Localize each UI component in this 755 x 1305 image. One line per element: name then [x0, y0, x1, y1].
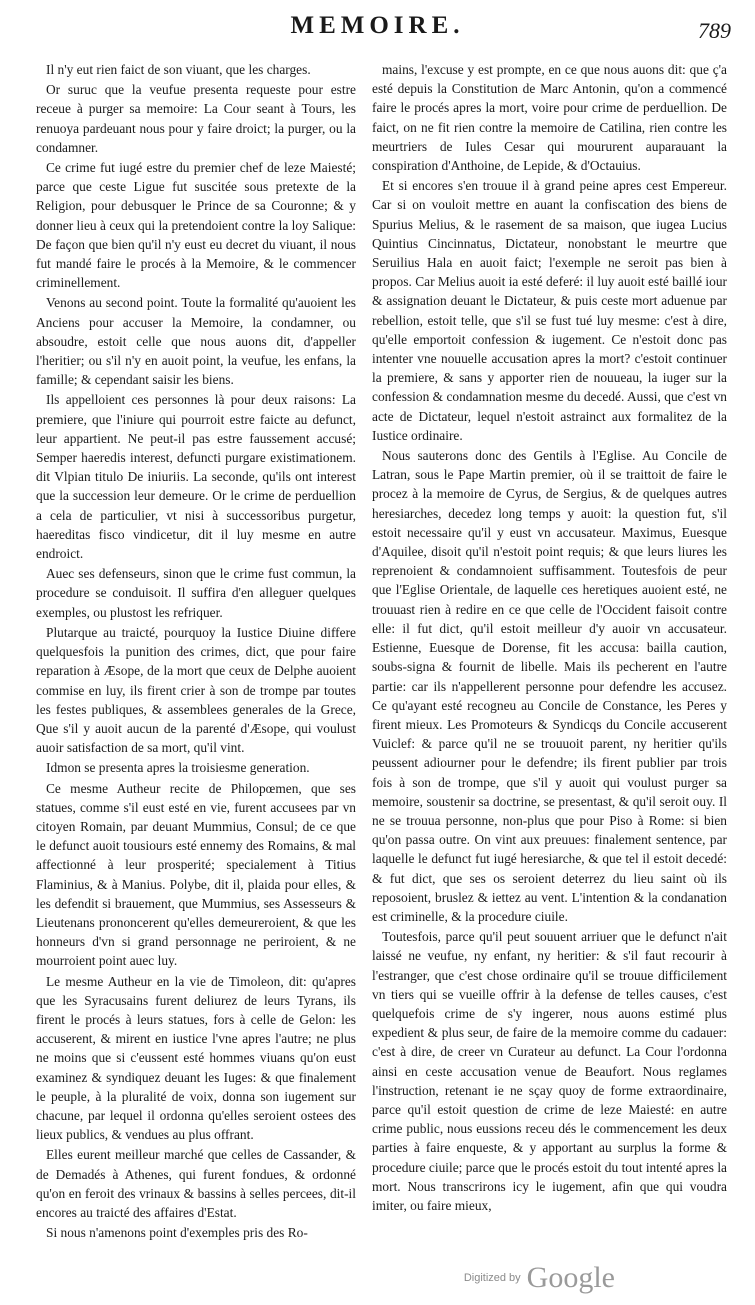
digitized-watermark	[464, 1258, 615, 1298]
paragraph: Idmon se presenta apres la troisiesme generation.	[46, 760, 310, 776]
paragraph: mains, l'excuse y est prompte, en ce que nous auons dit: que ç'a esté depuis la Constitution de Marc Antonin, qu'on a commencé faire le procés apres la mort, voire pour crime de perduellion. De faict, on ne fit rien contre la memoire de Catilina, rien contre les meurtriers de Iules Cesar qui moururent auparauant la conspiration d'Anthoine, de Lepide, & d'Octauius.	[372, 62, 727, 174]
paragraph: Si nous n'amenons point d'exemples pris des Ro-	[46, 1225, 308, 1241]
paragraph: Et si encores s'en trouue il à grand peine apres cest Empereur. Car si on vouloit mettre en auant la confiscation des biens de Spurius Melius, & le rasement de sa maison, que iugea Lucius Quintius Cincinnatus, Dictateur, nonobstant le meurtre que Seruilius Hala en auoit faict; l'exemple ne seroit pas bien à propos. Car Melius auoit ia esté deferé: il luy auoit esté baillé iour & assignation deuant le Dictateur, & puis ceste mort aduenue par rebellion, estoit telle, que s'il se fust tué luy mesme: c'est à dire, qu'elle emportoit confession & iugement. Ce n'estoit donc pas intenter vne nouuelle accusation apres la mort? c'estoit continuer la premiere, & sans y apporter rien de nouueau, la iuger sur la confession & condamnation mesme du decedé. Aussi, que c'est vn acte de Dictateur, lequel n'estoit astrainct aux formalitez de la Iustice ordinaire.	[372, 178, 727, 443]
paragraph: Ce mesme Autheur recite de Philopœmen, que ses statues, comme s'il eust esté en vie, furent accusees par vn citoyen Romain, par deuant Mummius, Consul; de ce que le defunct auoit tousiours esté ennemy des Romains, & mal affectionné à leur prosperité; specialement à Titius Flaminius, & à Manius. Polybe, dit il, plaida pour elles, & les defendit si brauement, que Mummius, ses Assesseurs & Lieutenans prononcerent qu'elles demeureroient, & que les honneurs d'vn si grand personnage ne periroient, & ne mourroient point auec luy.	[36, 780, 356, 969]
running-title: MEMOIRE.	[290, 12, 465, 39]
paragraph: Venons au second point. Toute la formalité qu'auoient les Anciens pour accuser la Memoire, la condamner, ou absoudre, estoit celle que nous auons dit, d'appeller l'heritier; ou s'il n'y en auoit point, la veufue, les enfans, la famille; & cependant saisir les biens.	[36, 295, 356, 388]
paragraph: Auec ses defenseurs, sinon que le crime fust commun, la procedure se conduisoit. Il suffira d'en alleguer quelques exemples, ou plustost les refriquer.	[36, 566, 356, 620]
paragraph: Il n'y eut rien faict de son viuant, que les charges.	[46, 62, 311, 77]
paragraph: Or suruc que la veufue presenta requeste pour estre receue à purger sa memoire: La Cour seant à Tours, les renuoya pardeuant nous pour y faire droict; la purger, ou la condamner.	[36, 82, 356, 155]
paragraph: Toutesfois, parce qu'il peut souuent arriuer que le defunct n'ait laissé ne veufue, ny enfant, ny heritier: & s'il faut recourir à l'estranger, que c'est chose ordinaire qu'il se trouue difficilement vn tiers qui se vueille offrir à la defense de telles causes, c'est quelquefois crime de s'y ingerer, nous auons estimé plus expedient & plus seur, de faire de la memoire comme du cadauer: c'est à dire, de creer vn Curateur au defunct. La Cour l'ordonna ainsi en ceste accusation venue de Beaufort. Nous reglames l'instruction, retenant ie ne sçay quoy de forme extraordinaire, parce qu'il estoit question de crime de leze Maiesté: en autre crime public, nous eussions receu dés le commencement les deux parties à faire enqueste, & y apportant au surplus la forme & procedure ciuile; parce que le procés estoit du tout intenté apres la mort. Nous transcrirons icy le iugement, afin que qui voudra imiter, ou faire mieux,	[372, 929, 727, 1213]
right-column	[372, 60, 727, 1305]
paragraph: Le mesme Autheur en la vie de Timoleon, dit: qu'apres que les Syracusains furent deliurez de leurs Tyrans, ils firent le procés à leurs statues, fors à celle de Gelon: les accuserent, & mirent en iustice l'vne apres l'autre; ne plus ne moins que si c'eussent esté hommes viuans qu'on eust examinez & syndiquez deuant les Iuges: & que finalement le peuple, à la pluralité de voix, donna son iugement sur chacune, par lequel il ordonna qu'elles seroient ostees des lieux publics, & vendues au plus offrant.	[36, 973, 356, 1143]
paragraph: Ils appelloient ces personnes là pour deux raisons: La premiere, que l'iniure qui pourroit estre faicte au defunct, leur appartient. Ne peut-il pas estre faussement accusé; Semper haeredis interest, defuncti purgare existimationem. dit Vlpian titulo De iniuriis. La seconde, qu'ils ont interest que la succession leur demeure. Or le crime de perduellion a cela de particulier, vt nisi à successoribus purgetur, haereditas fisco vindicetur, dit il luy mesme en autre endroict.	[36, 392, 356, 562]
paragraph: Elles eurent meilleur marché que celles de Cassander, & de Demadés à Athenes, qui furent fondues, & ordonné qu'on en feroit des vrinaux & bassins à selles percees, dit-il encores au traicté des affaires d'Estat.	[36, 1147, 356, 1220]
google-logo: Google	[526, 1261, 615, 1294]
paragraph: Nous sauterons donc des Gentils à l'Eglise. Au Concile de Latran, sous le Pape Martin premier, où il se traittoit de faire le procez à la memoire de Cyrus, de Sergius, & de quelques autres heresiarches, decedez long temps y auoit: la question fut, s'il estoit necessaire qu'il y eust vn accusateur. Maximus, Euesque d'Aquilee, disoit qu'il n'estoit point requis; & que leurs liures les reprenoient & condamnoient suffisamment. Toutesfois de peur que l'Eglise Orientale, de laquelle ces heretiques auoient esté, ne trouuast rien à redire en ce que celle de l'Occident faisoit contre elle: il fut dict, qu'il estoit meilleur d'y auoir vn accusateur. Estienne, Euesque de Dorense, fit les accusa: bailla caution, soubs-signa & fournit de libelle. Mais ils pecherent en l'autre partie: car ils n'appellerent personne pour defendre les accusez. Ce qu'ayant esté recogneu au Concile de Constance, les Peres y firent mieux. Les Promoteurs & Syndicqs du Concile accuserent Vuiclef: & parce qu'il ne se trouuoit parent, ny heritier qu'ils peussent adiourner pour le defendre; ils firent publier par trois fois à son de trompe, que s'il y auoit qui voulust purger sa memoire, soustenir sa doctrine, se presentast, & qu'il seroit ouy. Il ne se trouua personne, non-plus que pour Piso à Rome: si bien qu'on passa outre. On vint aux preuues: finalement sentence, par laquelle le defunct fut iugé heresiarche, & que tel il estoit decedé: & fut dict, que ses os seroient deterrez du lieu saint où ils reposoient, bruslez & iettez au vent. L'intention & la condanation est criminelle, & la procedure ciuile.	[372, 448, 727, 924]
paragraph: Ce crime fut iugé estre du premier chef de leze Maiesté; parce que ceste Ligue fut suscitée sous pretexte de la Religion, pour debusquer le Prince de sa Couronne; & y donner lieu à ceux qui la pretendoient contre la loy Salique: De façon que bien qu'il n'y eust eu decret du viuant, il nous fut mandé faire le procés à la Memoire, & le commencer criminellement.	[36, 160, 356, 291]
paragraph: Plutarque au traicté, pourquoy la Iustice Diuine differe quelquesfois la punition des crimes, dict, que pour faire reparation à Æsope, de la mort que ceux de Delphe auoient commise en luy, ils firent crier à son de trompe par toutes les festes publiques, & assemblees generales de la Grece, Que s'il y auoit aucun de la parenté d'Æsope, qui voulust auoir satisfaction de sa mort, qu'il vint.	[36, 624, 356, 756]
page-number: 789	[698, 18, 731, 43]
digitized-by-label: Digitized by	[463, 1272, 521, 1284]
page-header	[0, 8, 755, 48]
left-column	[36, 60, 356, 1275]
